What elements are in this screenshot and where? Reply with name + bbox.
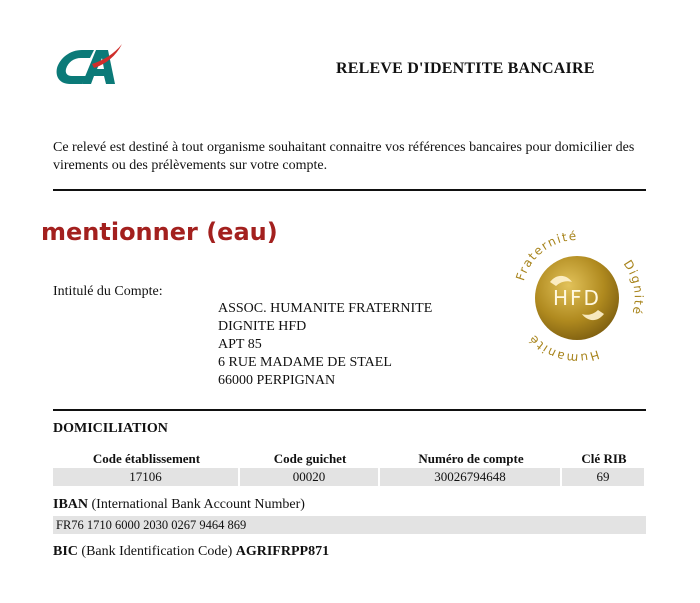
svg-text:Dignité: Dignité: [620, 257, 646, 318]
bank-details-table: [53, 450, 646, 486]
header-account-number: Numéro de compte: [418, 451, 524, 466]
address-line: APT 85: [218, 337, 262, 352]
bic-description: (Bank Identification Code): [81, 544, 233, 559]
section-divider: [53, 409, 646, 411]
header-rib-key: Clé RIB: [581, 451, 627, 466]
iban-label-line: [53, 497, 305, 513]
svg-text:Humanité: Humanité: [525, 331, 601, 366]
handwritten-annotation: mentionner (eau): [41, 218, 278, 246]
header-branch-code: Code guichet: [273, 451, 347, 466]
intro-text: Ce relevé est destiné à tout organisme souhaitant connaitre vos références bancaires pour domicilier des virements ou des prélèvements sur votre compte.: [53, 140, 635, 173]
svg-text:Fraternité: Fraternité: [513, 228, 579, 283]
account-holder-address: [218, 300, 432, 390]
document-title: RELEVE D'IDENTITE BANCAIRE: [336, 60, 595, 77]
seal-center-text: HFD: [553, 286, 601, 310]
iban-value: FR76 1710 6000 2030 0267 9464 869: [53, 516, 646, 534]
bank-logo: [52, 40, 124, 90]
bic-line: [53, 544, 329, 560]
account-number-value: 30026794648: [380, 468, 562, 486]
bank-code-value: 17106: [53, 468, 240, 486]
iban-label: IBAN: [53, 497, 89, 512]
domiciliation-title: DOMICILIATION: [53, 421, 168, 436]
rib-key-value: 69: [562, 468, 646, 486]
branch-code-value: 00020: [240, 468, 380, 486]
bic-label: BIC: [53, 544, 78, 559]
iban-description: (International Bank Account Number): [91, 497, 305, 512]
top-divider: [53, 189, 646, 191]
address-line: ASSOC. HUMANITE FRATERNITE: [218, 301, 433, 316]
address-line: 66000 PERPIGNAN: [218, 373, 336, 388]
table-row: [53, 468, 646, 486]
bic-value: AGRIFRPP871: [235, 544, 330, 559]
hfd-seal-logo: [502, 220, 652, 370]
table-header-row: [53, 450, 646, 468]
header-bank-code: Code établissement: [92, 451, 201, 466]
address-line: DIGNITE HFD: [218, 319, 307, 334]
account-holder-label: Intitulé du Compte:: [53, 284, 163, 299]
address-line: 6 RUE MADAME DE STAEL: [218, 355, 392, 370]
